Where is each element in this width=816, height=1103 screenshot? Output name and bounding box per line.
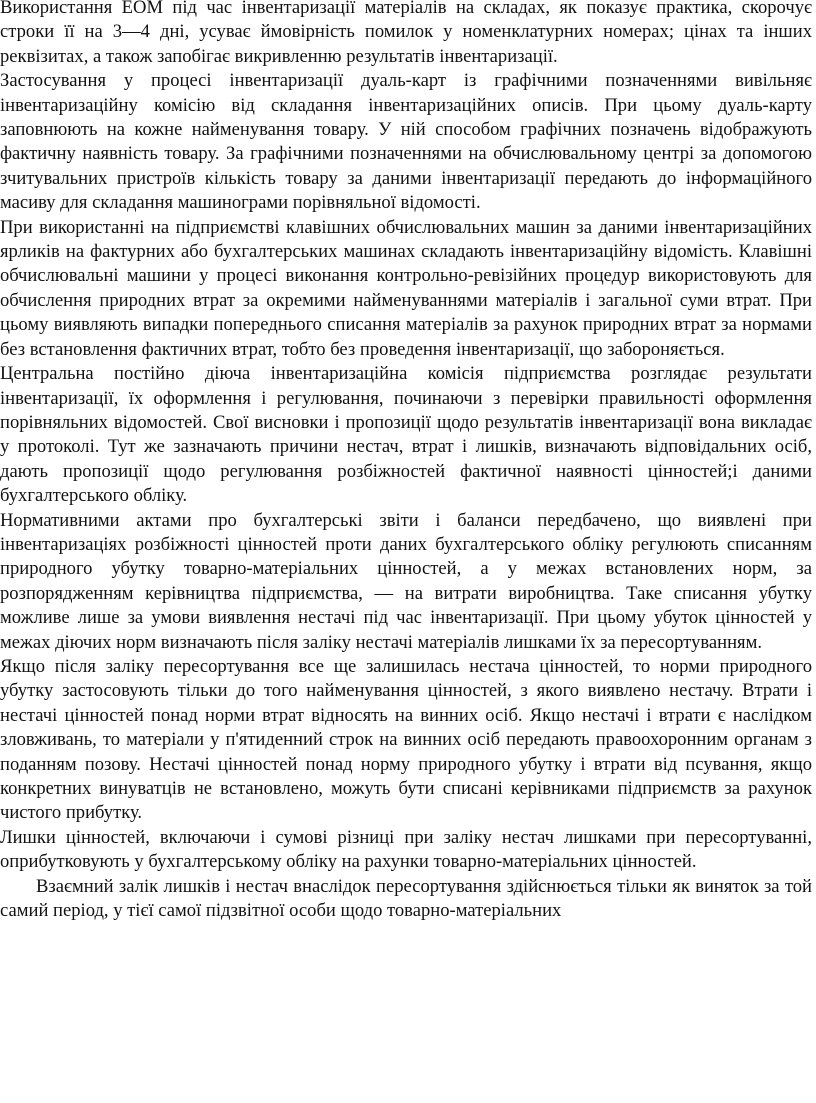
paragraph-normative-acts: Нормативними актами про бухгалтерські звіти і баланси передбачено, що виявлені при інвентаризаціях розбіжності цінностей проти даних бухгалтерського обліку регулюють списанням природного убутку товарно-матеріальних цінностей, а у межах встановлених норм, за розпорядженням керівництва підприємства, — на витрати виробництва. Таке списання убутку можливе лише за умови виявлення нестачі під час інвентаризації. При цьому убуток цінностей у межах діючих норм визначають після заліку нестачі матеріалів лишками їх за пересортуванням. xyxy=(0,509,812,653)
paragraph-mutual-offset: Взаємний залік лишків і нестач внаслідок пересортування здійснюється тільки як виняток за той самий період, у тієї самої підзвітної особи щодо товарно-матеріальних xyxy=(0,875,812,922)
paragraph-computer-inventory: Використання ЕОМ під час інвентаризації матеріалів на складах, як показує практика, скорочує строки її на 3—4 дні, усуває ймовірність помилок у номенклатурних номерах; цінах та інших реквізитах, а також запобігає викривленню результатів інвентаризації. xyxy=(0,0,812,67)
paragraph-central-commission: Центральна постійно діюча інвентаризаційна комісія підприємства розглядає результати інвентаризації, їх оформлення і регулювання, починаючи з перевірки правильності оформлення порівняльних відомостей. Свої висновки і пропозиції щодо результатів інвентаризації вона викладає у протоколі. Тут же зазначають причини нестач, втрат і лишків, визначають відповідальних осіб, дають пропозиції щодо регулювання розбіжностей фактичної наявності цінностей;і даними бухгалтерського обліку. xyxy=(0,363,812,507)
paragraph-shortage-offset: Якщо після заліку пересортування все ще залишилась нестача цінностей, то норми природного убутку застосовують тільки до того найменування цінностей, з якого виявлено нестачу. Втрати і нестачі цінностей понад норми втрат відносять на винних осіб. Якщо нестачі і втрати є наслідком зловживань, то матеріали у п'ятиденний строк на винних осіб передають правоохоронним органам з поданням позову. Нестачі цінностей понад норму природного убутку і втрати від псування, якщо конкретних винуватців не встановлено, можуть бути списані керівниками підприємств за рахунок чистого прибутку. xyxy=(0,655,812,824)
paragraph-keyboard-machines: При використанні на підприємстві клавішних обчислювальних машин за даними інвентаризаційних ярликів на фактурних або бухгалтерських машинах складають інвентаризаційну відомість. Клавішні обчислювальні машини у процесі виконання контрольно-ревізійних процедур використовують для обчислення природних втрат за окремими найменуваннями матеріалів і загальної суми втрат. При цьому виявляють випадки попереднього списання матеріалів за рахунок природних втрат за нормами без встановлення фактичних втрат, тобто без проведення інвентаризації, що забороняється. xyxy=(0,216,812,360)
paragraph-dual-cards: Застосування у процесі інвентаризації дуаль-карт із графічними позначеннями вивільняє інвентаризаційну комісію від складання інвентаризаційних описів. При цьому дуаль-карту заповнюють на кожне найменування товару. У ній способом графічних позначень відображують фактичну наявність товару. За графічними позначеннями на обчислювальному центрі за допомогою зчитувальних пристроїв кількість товару за даними інвентаризації передають до інформаційного масиву для складання машинограми порівняльної відомості. xyxy=(0,70,812,214)
paragraph-surplus: Лишки цінностей, включаючи і сумові різниці при заліку нестач лишками при пересортуванні, оприбутковують у бухгалтерському обліку на рахунки товарно-матеріальних цінностей. xyxy=(0,826,812,873)
